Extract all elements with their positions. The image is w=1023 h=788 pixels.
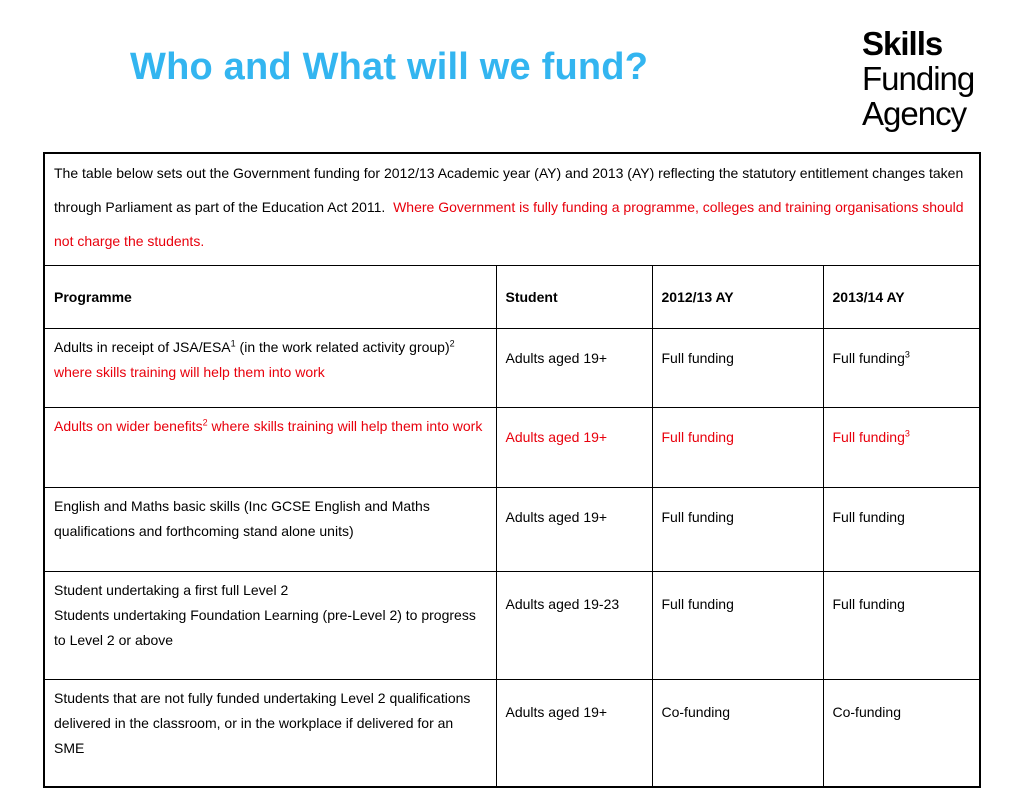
table-row	[44, 488, 980, 572]
page-title: Who and What will we fund?	[130, 46, 649, 88]
header-2012-13-ay: 2012/13 AY	[652, 266, 823, 329]
table-row	[44, 408, 980, 488]
intro-row	[44, 153, 980, 266]
table-header-row	[44, 266, 980, 329]
ay1314-cell	[823, 408, 980, 488]
ay1213-cell: Full funding	[652, 572, 823, 680]
header-2013-14-ay: 2013/14 AY	[823, 266, 980, 329]
ay1314-text: Full funding	[832, 429, 905, 445]
ay1213-cell: Co-funding	[652, 680, 823, 788]
ay1213-cell: Full funding	[652, 488, 823, 572]
ay1314-text: Full funding	[832, 350, 905, 366]
skills-funding-agency-logo	[862, 26, 1012, 131]
intro-cell	[44, 153, 980, 266]
student-cell: Adults aged 19+	[496, 680, 652, 788]
logo-line-skills: Skills	[862, 25, 943, 62]
programme-text-highlight: where skills training will help them into work	[54, 364, 325, 380]
logo-line-agency: Agency	[862, 95, 967, 132]
ay1314-cell: Full funding	[823, 572, 980, 680]
programme-text: Student undertaking a first full Level 2	[54, 582, 289, 598]
student-cell: Adults aged 19+	[496, 488, 652, 572]
programme-cell: Students that are not fully funded undertaking Level 2 qualifications delivered in the classroom, or in the workplace if delivered for an SME	[44, 680, 496, 788]
logo-line-funding: Funding	[862, 60, 975, 97]
programme-text: Adults in receipt of JSA/ESA	[54, 339, 231, 355]
programme-text: Students undertaking Foundation Learning (pre-Level 2) to progress to Level 2 or above	[54, 607, 476, 648]
programme-text: (in the work related activity group)	[235, 339, 450, 355]
ay1314-cell: Full funding	[823, 488, 980, 572]
footnote-marker: 3	[904, 428, 910, 439]
programme-cell: English and Maths basic skills (Inc GCSE English and Maths qualifications and forthcoming stand alone units)	[44, 488, 496, 572]
ay1213-cell: Full funding	[652, 408, 823, 488]
student-cell: Adults aged 19+	[496, 408, 652, 488]
student-cell: Adults aged 19+	[496, 329, 652, 408]
header-programme: Programme	[44, 266, 496, 329]
intro-text: The table below sets out the Government funding for 2012/13 Academic year (AY) and 2013 (AY) reflecting the statutory entitlement changes taken through Parliament as part of the Education Act 2011.	[54, 165, 964, 215]
programme-text: where skills training will help them into work	[207, 418, 483, 434]
ay1314-cell: Co-funding	[823, 680, 980, 788]
footnote-marker: 3	[904, 349, 910, 360]
header-student: Student	[496, 266, 652, 329]
table-row	[44, 680, 980, 788]
programme-cell	[44, 408, 496, 488]
student-cell: Adults aged 19-23	[496, 572, 652, 680]
intro-text-highlight: Where Government is fully funding a programme, colleges and training organisations should not charge the students.	[54, 199, 964, 249]
programme-text: Adults on wider benefits	[54, 418, 203, 434]
footnote-marker: 2	[202, 417, 208, 428]
ay1314-cell	[823, 329, 980, 408]
footnote-marker: 1	[230, 338, 236, 349]
programme-cell	[44, 329, 496, 408]
footnote-marker: 2	[449, 338, 455, 349]
table-row	[44, 572, 980, 680]
ay1213-cell: Full funding	[652, 329, 823, 408]
programme-cell	[44, 572, 496, 680]
funding-table	[43, 152, 981, 788]
table-row	[44, 329, 980, 408]
